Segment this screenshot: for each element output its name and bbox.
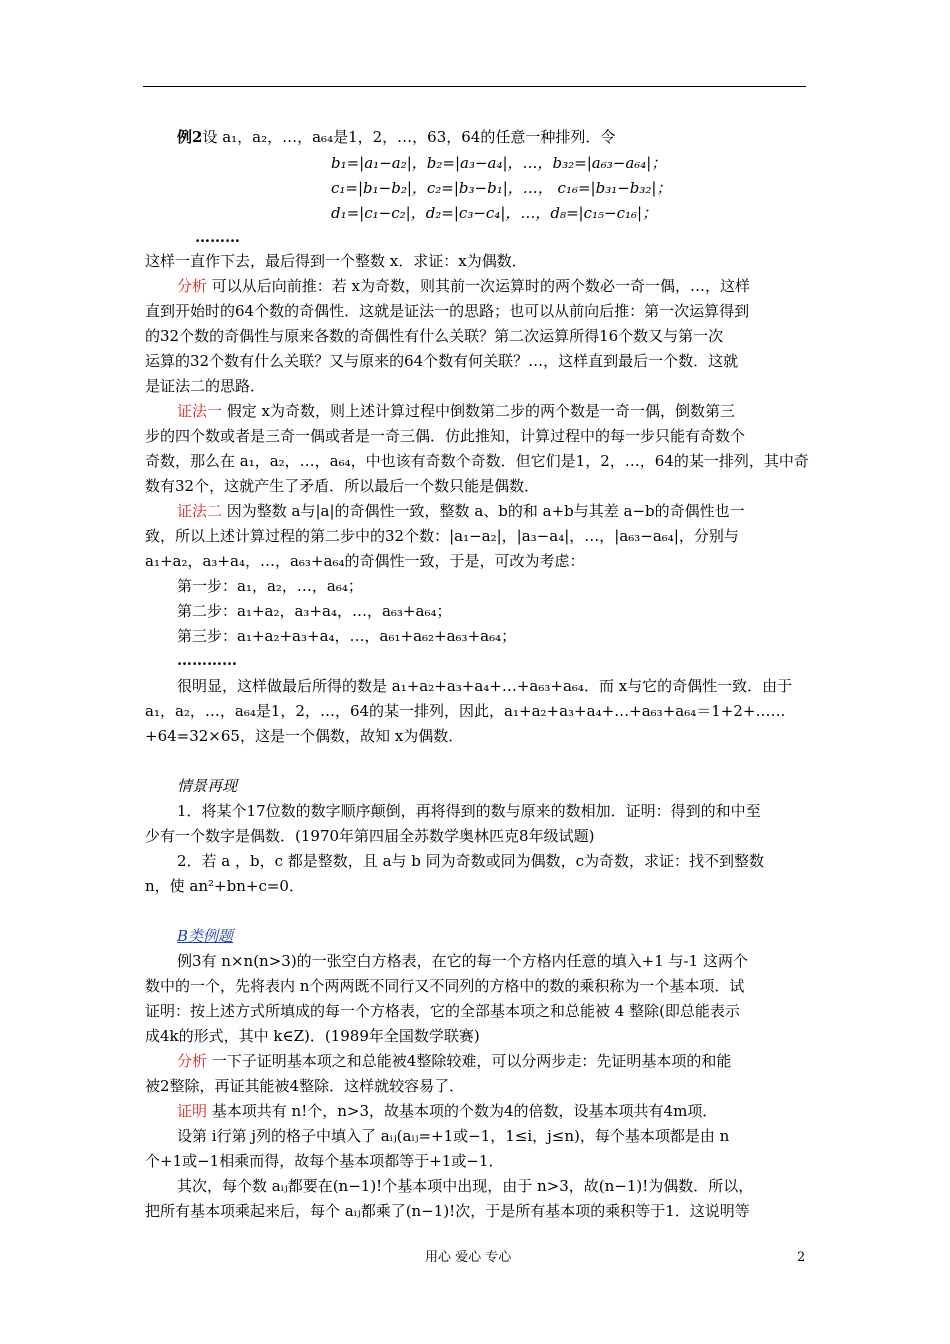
proof2-final-3: +64=32×65，这是一个偶数，故知 x为偶数． <box>145 727 464 745</box>
proof2-text-1: 因为整数 a与|a|的奇偶性一致，整数 a、b的和 a+b与其差 a−b的奇偶性也一 <box>222 502 745 520</box>
analysis-line-3: 的32个数的奇偶性与原来各数的奇偶性有什么关联？第二次运算所得16个数又与第一次 <box>145 327 724 345</box>
example3-proof-line-2: 设第 i行第 j列的格子中填入了 aᵢⱼ(aᵢⱼ=+1或−1，1≤i，j≤n)，每个基本项都是由 n <box>177 1127 730 1145</box>
analysis-line-4: 运算的32个数有什么关联？又与原来的64个数有何关联？…，这样直到最后一个数．这就 <box>145 352 739 370</box>
example3-analysis-text-1: 一下子证明基本项之和总能被4整除较难，可以分两步走：先证明基本项的和能 <box>207 1052 732 1070</box>
example2-conclusion: 这样一直作下去，最后得到一个整数 x．求证：x为偶数． <box>145 252 527 270</box>
proof2-step-2: 第二步：a₁+a₂，a₃+a₄，…，a₆₃+a₆₄； <box>177 602 452 620</box>
analysis-text-1: 可以从后向前推：若 x为奇数，则其前一次运算时的两个数必一奇一偶，…，这样 <box>207 277 751 295</box>
scenario-item-2-cont: n，使 an²+bn+c=0． <box>145 877 304 895</box>
example3-line-4: 成4k的形式，其中 k∈Z)．(1989年全国数学联赛) <box>145 1027 480 1045</box>
footer-slogan: 用心 爱心 专心 <box>425 1250 512 1265</box>
example3-analysis-line-1 <box>177 1051 731 1071</box>
page-number: 2 <box>797 1250 806 1265</box>
proof1-line-2: 步的四个数或者是三奇一偶或者是一奇三偶．仿此推知，计算过程中的每一步只能有奇数个 <box>145 427 746 445</box>
example3-line-3: 证明：按上述方式所填成的每一个方格表，它的全部基本项之和总能被 4 整除(即总能表示 <box>145 1002 740 1020</box>
scenario-item-1: 1．将某个17位数的数字顺序颠倒，再将得到的数与原来的数相加．证明：得到的和中至 <box>177 802 761 820</box>
example2-label: 例2 <box>177 128 203 146</box>
proof2-label: 证法二 <box>177 502 223 520</box>
example3-proof-line-4: 其次，每个数 aᵢⱼ都要在(n−1)!个基本项中出现，由于 n>3，故(n−1)!为偶数．所以， <box>177 1177 754 1195</box>
proof2-dots: ………… <box>177 651 237 669</box>
analysis-line-5: 是证法二的思路． <box>145 377 266 395</box>
analysis-label: 分析 <box>177 277 208 295</box>
equation-c: c₁=|b₁−b₂|，c₂=|b₃−b₁|，…， c₁₆=|b₃₁−b₃₂|； <box>331 179 672 197</box>
proof2-line-3: a₁+a₂，a₃+a₄，…，a₆₃+a₆₄的奇偶性一致，于是，可改为考虑： <box>145 552 585 570</box>
scenario-item-2: 2．若 a ，b，c 都是整数，且 a与 b 同为奇数或同为偶数，c为奇数，求证：找不到整数 <box>177 852 765 870</box>
example2-intro-line <box>177 127 615 147</box>
scenario-title: 情景再现 <box>177 777 238 795</box>
proof1-line-3: 奇数，那么在 a₁，a₂，…，a₆₄，中也该有奇数个奇数．但它们是1，2，…，64的某一排列，其中奇 <box>145 452 809 470</box>
example3-proof-line-3: 个+1或−1相乘而得，故每个基本项都等于+1或−1． <box>145 1152 504 1170</box>
example3-proof-text-1: 基本项共有 n!个，n>3，故基本项的个数为4的倍数，设基本项共有4m项． <box>207 1102 718 1120</box>
proof2-step-3: 第三步：a₁+a₂+a₃+a₄，…，a₆₁+a₆₂+a₆₃+a₆₄； <box>177 627 517 645</box>
proof2-step-1: 第一步：a₁，a₂，…，a₆₄； <box>177 577 363 595</box>
proof1-line-1 <box>177 401 735 421</box>
proof2-final-1: 很明显，这样做最后所得的数是 a₁+a₂+a₃+a₄+…+a₆₃+a₆₄．而 x与它的奇偶性一致．由于 <box>177 677 793 695</box>
example3-proof-line-5: 把所有基本项乘起来后，每个 aᵢⱼ都乘了(n−1)!次，于是所有基本项的乘积等于1．这说明等 <box>145 1202 750 1220</box>
example3-line-2: 数中的一个，先将表内 n个两两既不同行又不同列的方格中的数的乘积称为一个基本项．试 <box>145 977 745 995</box>
example3-proof-label: 证明 <box>177 1102 208 1120</box>
proof1-label: 证法一 <box>177 402 223 420</box>
scenario-item-1-cont: 少有一个数字是偶数．(1970年第四届全苏数学奥林匹克8年级试题) <box>145 827 595 845</box>
analysis-line-1 <box>177 276 750 296</box>
example3-proof-line-1 <box>177 1101 717 1121</box>
proof1-text-1: 假定 x为奇数，则上述计算过程中倒数第二步的两个数是一奇一偶，倒数第三 <box>222 402 736 420</box>
example3-line-1: 例3有 n×n(n>3)的一张空白方格表，在它的每一个方格内任意的填入+1 与-1 这两个 <box>177 952 748 970</box>
proof2-final-2: a₁，a₂，…，a₆₄是1，2，…，64的某一排列，因此，a₁+a₂+a₃+a₄+…+a₆₃+a₆₄＝1+2+…… <box>145 702 786 720</box>
proof2-line-2: 致，所以上述计算过程的第二步中的32个数：|a₁−a₂|，|a₃−a₄|，…，|a₆₃−a₆₄|，分别与 <box>145 527 739 545</box>
example2-intro: 设 a₁，a₂，…，a₆₄是1，2，…，63，64的任意一种排列．令 <box>202 128 616 146</box>
category-b-link[interactable]: B类例题 <box>177 927 234 945</box>
equation-b: b₁=|a₁−a₂|，b₂=|a₃−a₄|，…，b₃₂=|a₆₃−a₆₄|； <box>331 154 667 172</box>
example3-analysis-label: 分析 <box>177 1052 208 1070</box>
example2-dots: ……… <box>195 228 240 246</box>
proof1-line-4: 数有32个，这就产生了矛盾．所以最后一个数只能是偶数． <box>145 477 540 495</box>
analysis-line-2: 直到开始时的64个数的奇偶性．这就是证法一的思路；也可以从前向后推：第一次运算得到 <box>145 302 750 320</box>
header-rule <box>143 86 806 87</box>
example3-analysis-line-2: 被2整除，再证其能被4整除．这样就较容易了． <box>145 1077 465 1095</box>
proof2-line-1 <box>177 501 745 521</box>
equation-d: d₁=|c₁−c₂|，d₂=|c₃−c₄|，…，d₈=|c₁₅−c₁₆|； <box>331 204 658 222</box>
